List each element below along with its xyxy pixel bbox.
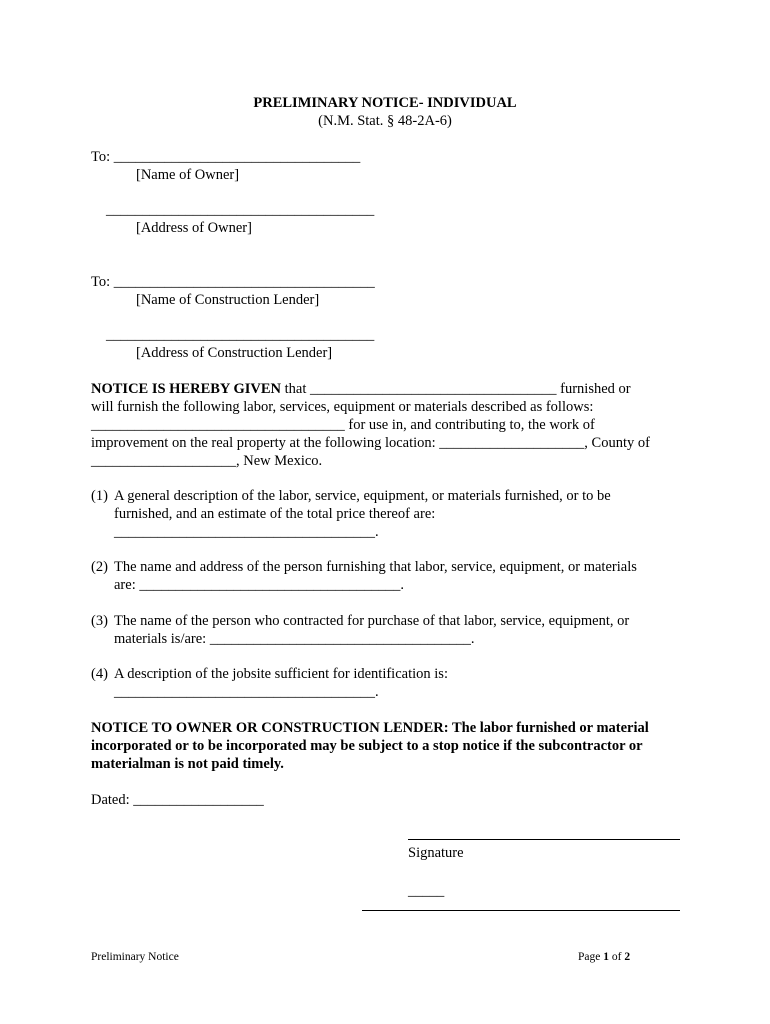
owner-address-label: [Address of Owner] (136, 220, 252, 236)
owner-name-label: [Name of Owner] (136, 167, 240, 183)
item-4-number: (4) (91, 666, 108, 682)
notice-line-1-rest: that __________________________________ furnished or (281, 381, 631, 397)
small-blank-line: _____ (408, 883, 445, 899)
signature-label: Signature (408, 845, 464, 861)
signature-line (408, 839, 680, 840)
lender-to-line: To: ____________________________________ (91, 274, 375, 290)
item-2-line-2: are: ____________________________________. (114, 577, 404, 593)
notice-line-5: ____________________, New Mexico. (91, 453, 323, 469)
owner-address-line: _____________________________________ (106, 202, 375, 218)
item-3-line-2: materials is/are: ____________________________________. (114, 631, 475, 647)
warning-line-3: materialman is not paid timely. (91, 756, 284, 772)
notice-line-1 (91, 380, 631, 398)
item-1-line-2: furnished, and an estimate of the total price thereof are: (114, 506, 436, 522)
notice-line-4: improvement on the real property at the following location: ____________________, County of (91, 435, 650, 451)
lender-address-label: [Address of Construction Lender] (136, 345, 333, 361)
footer-left: Preliminary Notice (91, 951, 179, 963)
footer-page-total: 2 (624, 951, 631, 963)
notice-line-2: will furnish the following labor, services, equipment or materials described as follows: (91, 399, 594, 415)
notice-line-3: ___________________________________ for use in, and contributing to, the work of (91, 417, 595, 433)
owner-to-line: To: __________________________________ (91, 149, 361, 165)
document-title: PRELIMINARY NOTICE- INDIVIDUAL (253, 95, 517, 111)
footer-page-word: Page (578, 951, 604, 963)
item-2-line-1: The name and address of the person furnishing that labor, service, equipment, or materials (114, 559, 637, 575)
item-4-line-2: ____________________________________. (114, 684, 379, 700)
footer-page-indicator (578, 948, 630, 966)
footer-of-word: of (608, 951, 625, 963)
notice-lead: NOTICE IS HEREBY GIVEN (91, 381, 282, 397)
bottom-line (362, 910, 680, 911)
item-3-line-1: The name of the person who contracted for purchase of that labor, service, equipment, or (114, 613, 630, 629)
lender-name-label: [Name of Construction Lender] (136, 292, 320, 308)
dated-line: Dated: __________________ (91, 792, 264, 808)
item-4-line-1: A description of the jobsite sufficient for identification is: (114, 666, 448, 682)
item-1-line-1: A general description of the labor, service, equipment, or materials furnished, or to be (114, 488, 611, 504)
item-1-number: (1) (91, 488, 108, 504)
item-2-number: (2) (91, 559, 108, 575)
warning-line-1: NOTICE TO OWNER OR CONSTRUCTION LENDER: The labor furnished or material (91, 720, 649, 736)
item-1-line-3: ____________________________________. (114, 524, 379, 540)
lender-address-line: _____________________________________ (106, 327, 375, 343)
warning-line-2: incorporated or to be incorporated may be subject to a stop notice if the subcontractor or (91, 738, 643, 754)
footer-page-number: 1 (603, 951, 609, 963)
item-3-number: (3) (91, 613, 108, 629)
document-subtitle: (N.M. Stat. § 48-2A-6) (318, 113, 452, 129)
